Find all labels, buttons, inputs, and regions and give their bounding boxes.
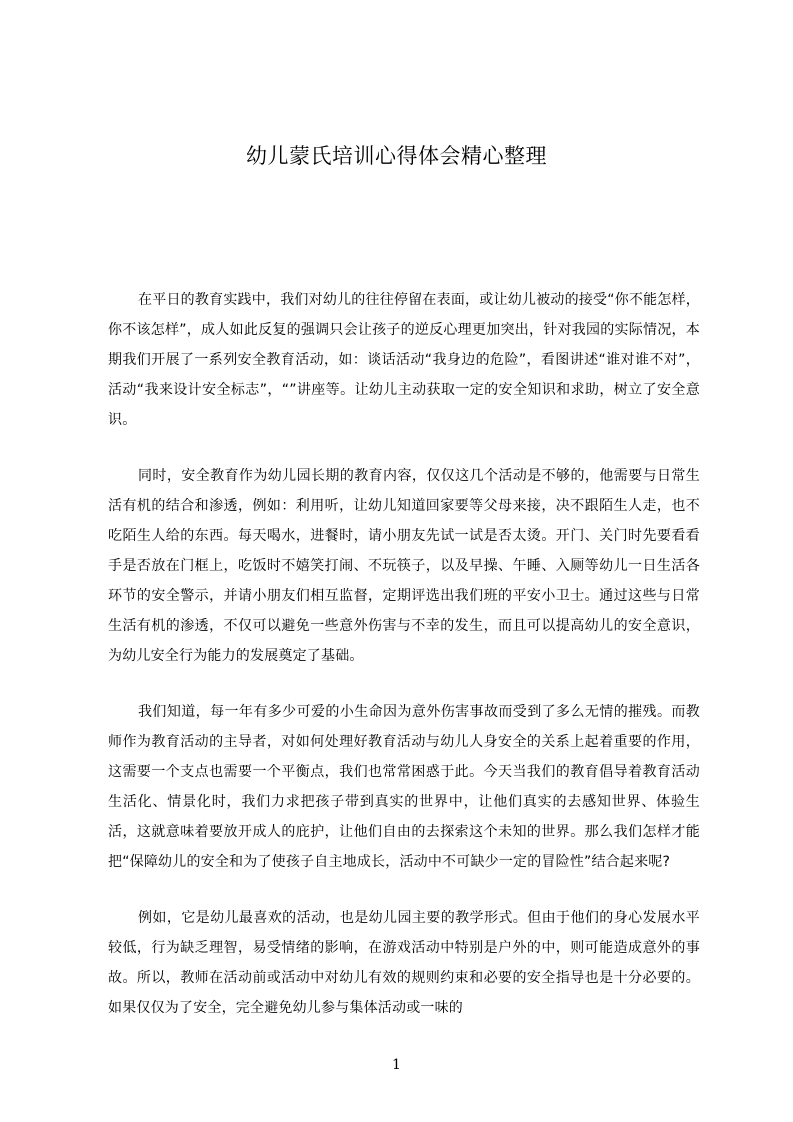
- page-number: 1: [392, 1057, 401, 1073]
- paragraph-1: 在平日的教育实践中，我们对幼儿的往往停留在表面，或让幼儿被动的接受“你不能怎样，你不该怎样”，成人如此反复的强调只会让孩子的逆反心理更加突出，针对我园的实际情况，本期我们开展了一系列安全教育活动，如：谈话活动“我身边的危险”，看图讲述“谁对谁不对”，活动“我来设计安全标志”，“”讲座等。让幼儿主动获取一定的安全知识和求助，树立了安全意识。: [108, 292, 700, 428]
- paragraph-3: 我们知道，每一年有多少可爱的小生命因为意外伤害事故而受到了多么无情的摧残。而教师作为教育活动的主导者，对如何处理好教育活动与幼儿人身安全的关系上起着重要的作用，这需要一个支点也需要一个平衡点，我们也常常困惑于此。今天当我们的教育倡导着教育活动生活化、情景化时，我们力求把孩子带到真实的世界中，让他们真实的去感知世界、体验生活，这就意味着要放开成人的庇护，让他们自由的去探索这个未知的世界。那么我们怎样才能把“保障幼儿的安全和为了使孩子自主地成长，活动中不可缺少一定的冒险性”结合起来呢?: [108, 704, 700, 870]
- paragraph-4: 例如，它是幼儿最喜欢的活动，也是幼儿园主要的教学形式。但由于他们的身心发展水平较低，行为缺乏理智，易受情绪的影响，在游戏活动中特别是户外的中，则可能造成意外的事故。所以，教师在活动前或活动中对幼儿有效的规则约束和必要的安全指导也是十分必要的。如果仅仅为了安全，完全避免幼儿参与集体活动或一味的: [108, 910, 700, 1016]
- paragraph-2: 同时，安全教育作为幼儿园长期的教育内容，仅仅这几个活动是不够的，他需要与日常生活有机的结合和渗透，例如：利用听，让幼儿知道回家要等父母来接，决不跟陌生人走，也不吃陌生人给的东西。每天喝水，进餐时，请小朋友先试一试是否太烫。开门、关门时先要看看手是否放在门框上，吃饭时不嬉笑打闹、不玩筷子，以及早操、午睡、入厕等幼儿一日生活各环节的安全警示，并请小朋友们相互监督，定期评选出我们班的平安小卫士。通过这些与日常生活有机的渗透，不仅可以避免一些意外伤害与不幸的发生，而且可以提高幼儿的安全意识，为幼儿安全行为能力的发展奠定了基础。: [108, 468, 700, 664]
- document-title: 幼儿蒙氏培训心得体会精心整理: [246, 144, 547, 168]
- document-body: [108, 285, 700, 1049]
